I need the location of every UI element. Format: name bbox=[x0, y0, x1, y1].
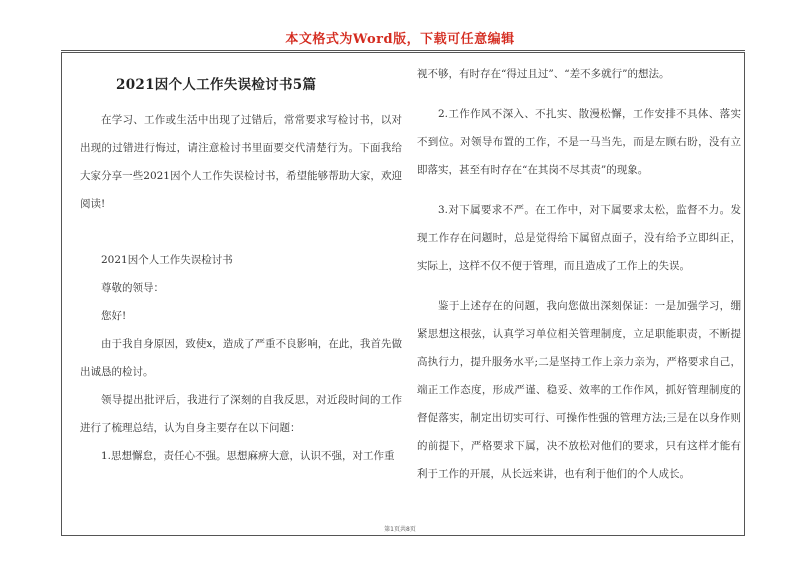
intro-paragraph: 在学习、工作或生活中出现了过错后，常常要求写检讨书，以对出现的过错进行悔过，请注意检讨书里面要交代清楚行为。下面我给大家分享一些2021因个人工作失误检讨书，希望能够帮助大家，欢迎阅读! bbox=[80, 114, 402, 210]
document-title: 2021因个人工作失误检讨书5篇 bbox=[116, 77, 317, 93]
body-paragraph-1: 由于我自身原因，致使x，造成了严重不良影响，在此，我首先做出诚恳的检讨。 bbox=[80, 338, 402, 378]
right-column bbox=[417, 60, 741, 488]
body-paragraph-2: 领导提出批评后，我进行了深刻的自我反思，对近段时间的工作进行了梳理总结，认为自身主要存在以下问题： bbox=[80, 394, 402, 434]
section-subtitle: 2021因个人工作失误检讨书 bbox=[101, 254, 233, 266]
spacer bbox=[417, 184, 741, 196]
page-number: 第1页共8页 bbox=[384, 526, 416, 533]
body-paragraph-3: 1.思想懈怠，责任心不强。思想麻痹大意，认识不强，对工作重 bbox=[101, 450, 395, 462]
salutation: 尊敬的领导： bbox=[101, 282, 164, 294]
commitment-paragraph: 鉴于上述存在的问题，我向您做出深刻保证：一是加强学习，绷紧思想这根弦，认真学习单位相关管理制度，立足职能职责，不断提高执行力，提升服务水平;二是坚持工作上亲力亲为，严格要求自己，端正工作态度，形成严谨、稳妥、效率的工作作风，抓好管理制度的督促落实，制定出切实可行、可操作性强的管理方法;三是在以身作则的前提下，严格要求下属，决不放松对他们的要求，只有这样才能有利于工作的开展，从长远来讲，也有利于他们的个人成长。 bbox=[417, 300, 741, 480]
issue-3-paragraph: 3.对下属要求不严。在工作中，对下属要求太松，监督不力。发现工作存在问题时，总是觉得给下属留点面子，没有给予立即纠正，实际上，这样不仅不便于管理，而且造成了工作上的失误。 bbox=[417, 204, 741, 272]
word-format-banner: 本文格式为Word版，下载可任意编辑 bbox=[285, 32, 515, 47]
left-column bbox=[80, 60, 402, 470]
header-rule bbox=[61, 50, 745, 51]
spacer bbox=[417, 280, 741, 292]
continued-paragraph: 视不够，有时存在“得过且过”、“差不多就行”的想法。 bbox=[417, 68, 670, 80]
spacer bbox=[80, 218, 402, 246]
issue-2-paragraph: 2.工作作风不深入、不扎实、散漫松懈，工作安排不具体、落实不到位。对领导布置的工作，不是一马当先，而是左顾右盼，没有立即落实，甚至有时存在“在其岗不尽其责”的现象。 bbox=[417, 108, 741, 176]
greeting: 您好! bbox=[101, 310, 127, 322]
spacer bbox=[417, 88, 741, 100]
